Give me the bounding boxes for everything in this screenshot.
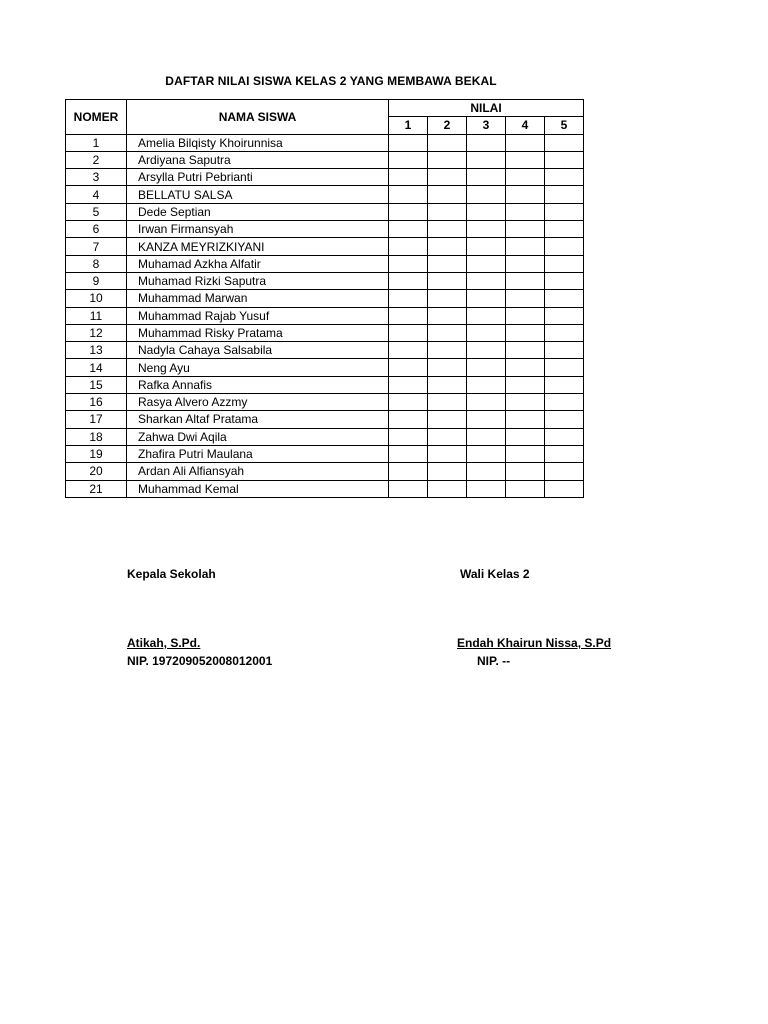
student-name: Nadyla Cahaya Salsabila <box>127 342 389 359</box>
grade-cell-2 <box>428 359 467 376</box>
grade-cell-4 <box>506 411 545 428</box>
table-row <box>66 324 584 341</box>
grade-cell-5 <box>545 376 584 393</box>
grade-cell-4 <box>506 445 545 462</box>
row-number: 9 <box>66 272 127 289</box>
grade-cell-3 <box>467 463 506 480</box>
grade-cell-5 <box>545 359 584 376</box>
grade-cell-5 <box>545 169 584 186</box>
grade-cell-5 <box>545 411 584 428</box>
grade-cell-4 <box>506 342 545 359</box>
row-number: 18 <box>66 428 127 445</box>
grade-cell-4 <box>506 394 545 411</box>
grade-cell-4 <box>506 463 545 480</box>
grade-cell-4 <box>506 324 545 341</box>
grade-cell-2 <box>428 290 467 307</box>
grade-cell-3 <box>467 359 506 376</box>
student-name: Muhammad Kemal <box>127 480 389 497</box>
grade-cell-3 <box>467 445 506 462</box>
header-nilai: NILAI <box>389 100 584 117</box>
grade-cell-2 <box>428 221 467 238</box>
grades-table <box>65 99 584 498</box>
grade-cell-5 <box>545 151 584 168</box>
grade-cell-3 <box>467 169 506 186</box>
row-number: 5 <box>66 203 127 220</box>
row-number: 20 <box>66 463 127 480</box>
table-row <box>66 342 584 359</box>
grade-cell-4 <box>506 255 545 272</box>
grade-cell-3 <box>467 324 506 341</box>
grade-cell-1 <box>389 169 428 186</box>
grade-cell-3 <box>467 342 506 359</box>
header-nilai-2: 2 <box>428 117 467 134</box>
grade-cell-5 <box>545 480 584 497</box>
grade-cell-1 <box>389 151 428 168</box>
row-number: 2 <box>66 151 127 168</box>
grade-cell-1 <box>389 411 428 428</box>
table-row <box>66 290 584 307</box>
grade-cell-4 <box>506 169 545 186</box>
grade-cell-5 <box>545 203 584 220</box>
grade-cell-3 <box>467 255 506 272</box>
student-name: Muhammad Risky Pratama <box>127 324 389 341</box>
student-name: Ardiyana Saputra <box>127 151 389 168</box>
grade-cell-1 <box>389 324 428 341</box>
student-name: Muhammad Rajab Yusuf <box>127 307 389 324</box>
grade-cell-1 <box>389 186 428 203</box>
grade-cell-4 <box>506 272 545 289</box>
row-number: 4 <box>66 186 127 203</box>
row-number: 1 <box>66 134 127 151</box>
grade-cell-1 <box>389 445 428 462</box>
grade-cell-3 <box>467 186 506 203</box>
grade-cell-1 <box>389 134 428 151</box>
grade-cell-2 <box>428 238 467 255</box>
grade-cell-1 <box>389 359 428 376</box>
row-number: 6 <box>66 221 127 238</box>
left-signature-role: Kepala Sekolah <box>127 567 216 581</box>
table-row <box>66 463 584 480</box>
grade-cell-5 <box>545 255 584 272</box>
grade-cell-4 <box>506 203 545 220</box>
student-name: Sharkan Altaf Pratama <box>127 411 389 428</box>
header-nomer: NOMER <box>66 100 127 135</box>
grade-cell-4 <box>506 376 545 393</box>
grade-cell-4 <box>506 151 545 168</box>
grade-cell-2 <box>428 463 467 480</box>
grade-cell-3 <box>467 394 506 411</box>
row-number: 19 <box>66 445 127 462</box>
grade-cell-2 <box>428 272 467 289</box>
grade-cell-2 <box>428 169 467 186</box>
table-row <box>66 255 584 272</box>
table-row <box>66 203 584 220</box>
grade-cell-1 <box>389 480 428 497</box>
left-signature-name: Atikah, S.Pd. <box>127 636 201 650</box>
grade-cell-2 <box>428 134 467 151</box>
grade-cell-5 <box>545 428 584 445</box>
student-name: Neng Ayu <box>127 359 389 376</box>
grade-cell-3 <box>467 203 506 220</box>
student-name: Muhamad Azkha Alfatir <box>127 255 389 272</box>
grade-cell-5 <box>545 186 584 203</box>
header-nilai-5: 5 <box>545 117 584 134</box>
table-row <box>66 428 584 445</box>
grade-cell-1 <box>389 342 428 359</box>
grade-cell-5 <box>545 342 584 359</box>
grade-cell-1 <box>389 394 428 411</box>
student-name: Rasya Alvero Azzmy <box>127 394 389 411</box>
grade-cell-2 <box>428 324 467 341</box>
grade-cell-5 <box>545 324 584 341</box>
header-nama-siswa: NAMA SISWA <box>127 100 389 135</box>
grade-cell-1 <box>389 376 428 393</box>
grade-cell-5 <box>545 238 584 255</box>
row-number: 21 <box>66 480 127 497</box>
row-number: 3 <box>66 169 127 186</box>
table-row <box>66 272 584 289</box>
grade-cell-3 <box>467 272 506 289</box>
grade-cell-2 <box>428 376 467 393</box>
grade-cell-3 <box>467 307 506 324</box>
student-name: BELLATU SALSA <box>127 186 389 203</box>
grade-cell-4 <box>506 134 545 151</box>
grade-cell-4 <box>506 221 545 238</box>
right-signature-name: Endah Khairun Nissa, S.Pd <box>457 636 612 650</box>
grade-cell-1 <box>389 428 428 445</box>
table-row <box>66 359 584 376</box>
row-number: 14 <box>66 359 127 376</box>
grade-cell-5 <box>545 290 584 307</box>
grade-cell-1 <box>389 463 428 480</box>
row-number: 10 <box>66 290 127 307</box>
student-name: Rafka Annafis <box>127 376 389 393</box>
table-header-row <box>66 100 584 117</box>
grade-cell-4 <box>506 290 545 307</box>
grade-cell-1 <box>389 307 428 324</box>
grade-cell-3 <box>467 290 506 307</box>
row-number: 17 <box>66 411 127 428</box>
grade-cell-3 <box>467 238 506 255</box>
grade-cell-4 <box>506 359 545 376</box>
grade-cell-1 <box>389 203 428 220</box>
left-signature-nip: NIP. 197209052008012001 <box>127 654 273 668</box>
grade-cell-4 <box>506 307 545 324</box>
table-row <box>66 169 584 186</box>
table-row <box>66 411 584 428</box>
header-nilai-3: 3 <box>467 117 506 134</box>
table-row <box>66 186 584 203</box>
grade-cell-5 <box>545 272 584 289</box>
grade-cell-2 <box>428 203 467 220</box>
grade-cell-3 <box>467 134 506 151</box>
grade-cell-1 <box>389 238 428 255</box>
grade-cell-2 <box>428 480 467 497</box>
student-name: Arsylla Putri Pebrianti <box>127 169 389 186</box>
grade-cell-2 <box>428 342 467 359</box>
student-name: Zahwa Dwi Aqila <box>127 428 389 445</box>
table-row <box>66 445 584 462</box>
row-number: 13 <box>66 342 127 359</box>
table-row <box>66 238 584 255</box>
table-body <box>66 134 584 497</box>
student-name: Muhamad Rizki Saputra <box>127 272 389 289</box>
student-name: Muhammad Marwan <box>127 290 389 307</box>
grade-cell-2 <box>428 186 467 203</box>
header-nilai-1: 1 <box>389 117 428 134</box>
student-name: Amelia Bilqisty Khoirunnisa <box>127 134 389 151</box>
grade-cell-5 <box>545 221 584 238</box>
grade-cell-2 <box>428 394 467 411</box>
grade-cell-5 <box>545 394 584 411</box>
table-row <box>66 151 584 168</box>
row-number: 7 <box>66 238 127 255</box>
grade-cell-3 <box>467 428 506 445</box>
student-name: Ardan Ali Alfiansyah <box>127 463 389 480</box>
document-title: DAFTAR NILAI SISWA KELAS 2 YANG MEMBAWA BEKAL <box>165 74 497 88</box>
grade-cell-2 <box>428 151 467 168</box>
right-signature-role: Wali Kelas 2 <box>460 567 530 581</box>
table-row <box>66 376 584 393</box>
row-number: 8 <box>66 255 127 272</box>
student-name: Zhafira Putri Maulana <box>127 445 389 462</box>
grade-cell-5 <box>545 134 584 151</box>
grade-cell-2 <box>428 445 467 462</box>
row-number: 16 <box>66 394 127 411</box>
table-row <box>66 134 584 151</box>
grade-cell-2 <box>428 411 467 428</box>
grade-cell-3 <box>467 151 506 168</box>
grade-cell-2 <box>428 428 467 445</box>
grade-cell-5 <box>545 307 584 324</box>
row-number: 11 <box>66 307 127 324</box>
grade-cell-5 <box>545 445 584 462</box>
row-number: 15 <box>66 376 127 393</box>
student-name: KANZA MEYRIZKIYANI <box>127 238 389 255</box>
grade-cell-5 <box>545 463 584 480</box>
grade-cell-1 <box>389 290 428 307</box>
grade-cell-1 <box>389 221 428 238</box>
table-row <box>66 307 584 324</box>
grade-cell-4 <box>506 428 545 445</box>
grade-cell-1 <box>389 255 428 272</box>
right-signature-nip: NIP. -- <box>477 654 511 668</box>
student-name: Dede Septian <box>127 203 389 220</box>
grade-cell-1 <box>389 272 428 289</box>
header-nilai-4: 4 <box>506 117 545 134</box>
table-row <box>66 221 584 238</box>
table-row <box>66 394 584 411</box>
grade-cell-4 <box>506 186 545 203</box>
table-row <box>66 480 584 497</box>
grade-cell-2 <box>428 255 467 272</box>
row-number: 12 <box>66 324 127 341</box>
grade-cell-4 <box>506 480 545 497</box>
student-name: Irwan Firmansyah <box>127 221 389 238</box>
grade-cell-2 <box>428 307 467 324</box>
grade-cell-4 <box>506 238 545 255</box>
grade-cell-3 <box>467 411 506 428</box>
grade-cell-3 <box>467 376 506 393</box>
grade-cell-3 <box>467 480 506 497</box>
grade-cell-3 <box>467 221 506 238</box>
